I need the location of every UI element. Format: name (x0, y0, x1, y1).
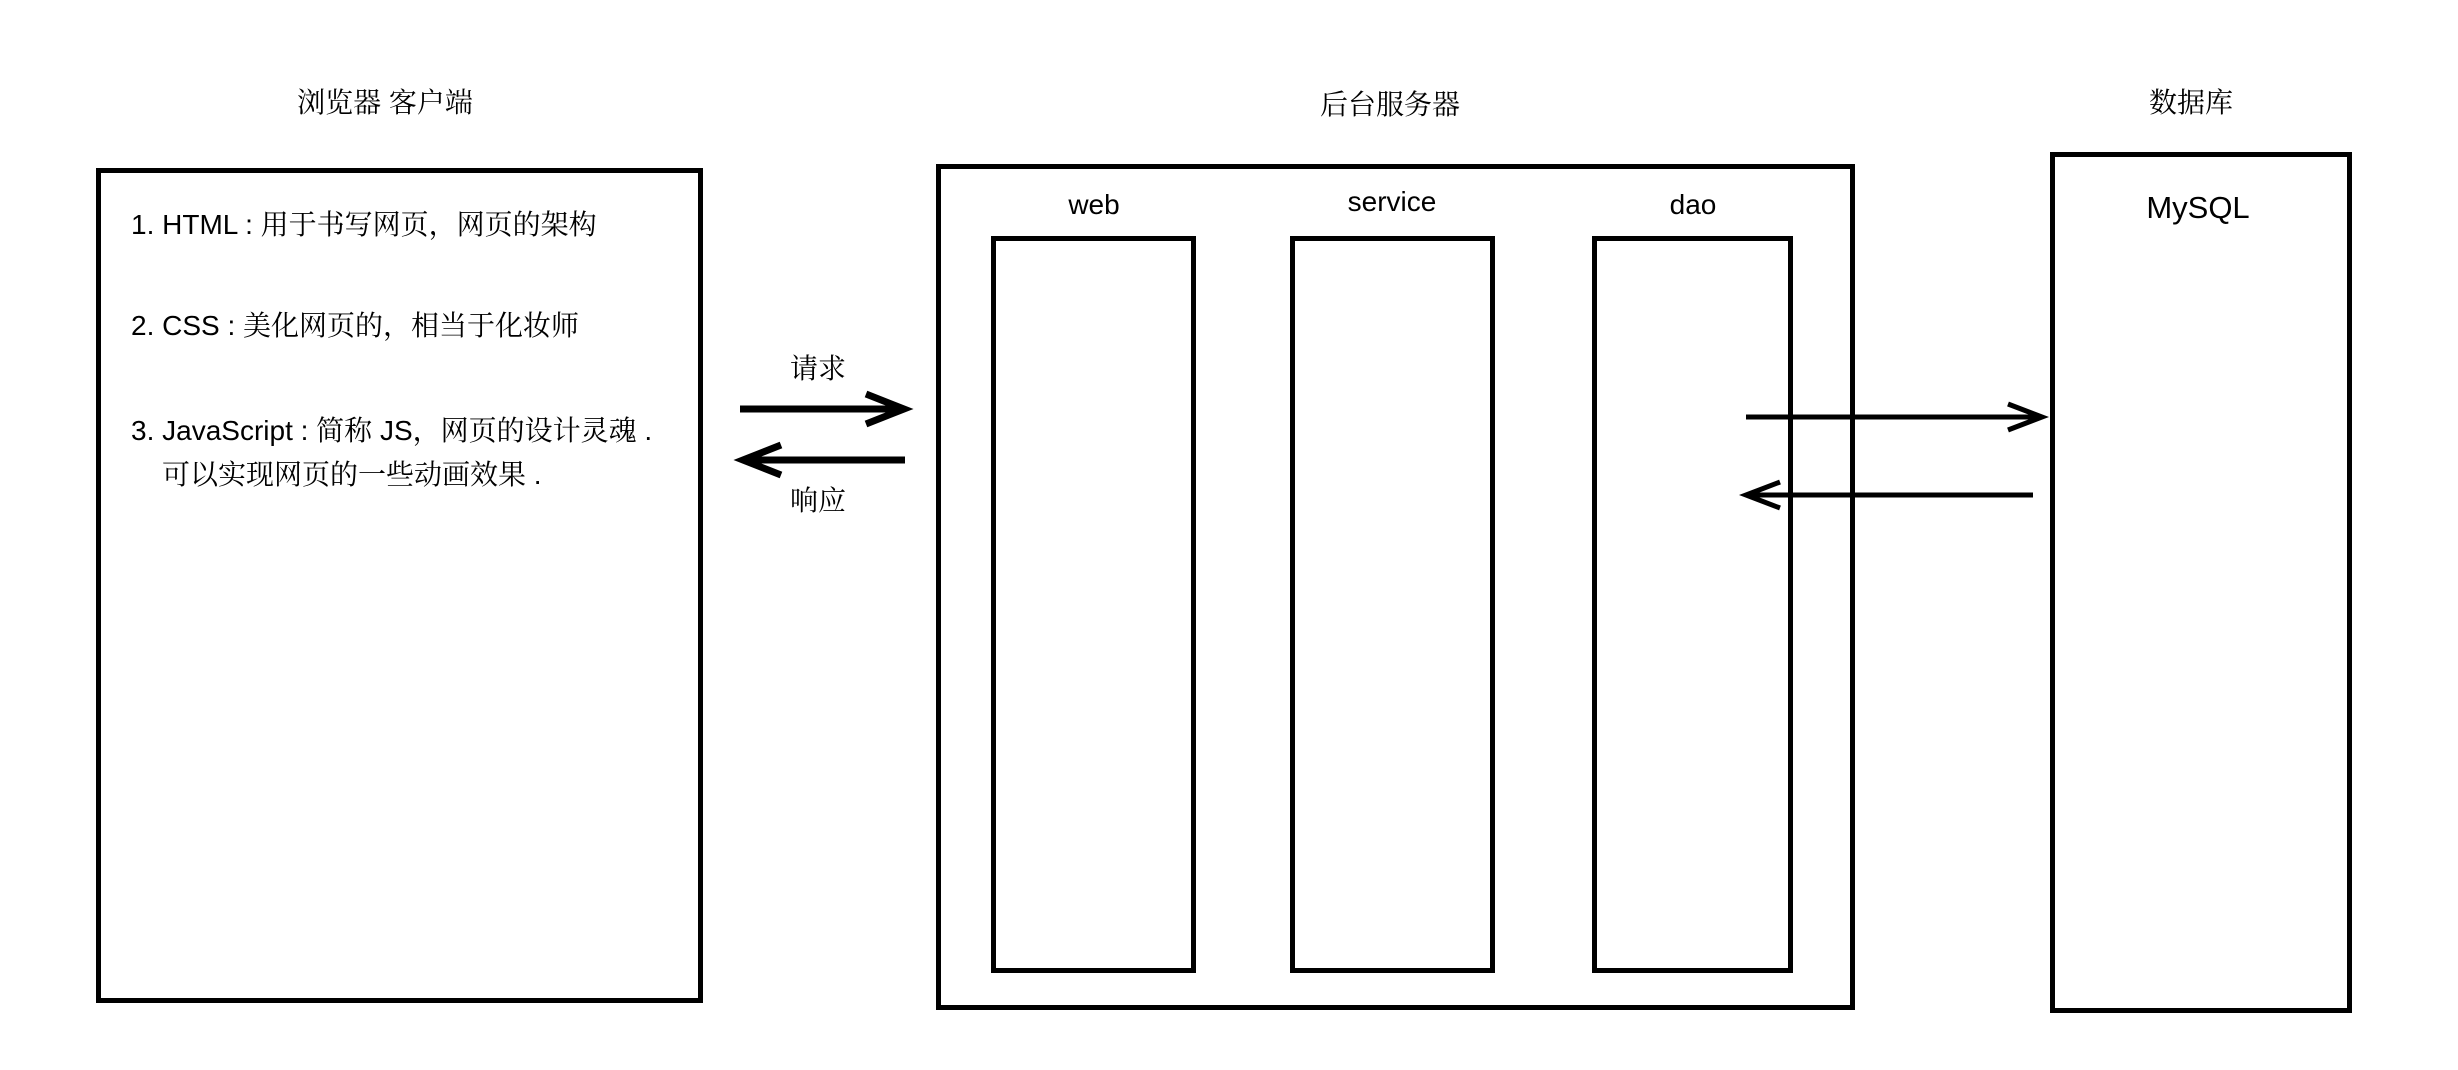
client-title: 浏览器 客户端 (297, 87, 473, 118)
database-title: 数据库 (2148, 87, 2234, 118)
client-item-html: 1. HTML : 用于书写网页，网页的架构 (131, 209, 597, 240)
server-layer-label-dao: dao (1669, 189, 1717, 220)
response-label: 响应 (789, 485, 847, 516)
server-layer-box-dao (1592, 236, 1793, 973)
database-engine-label: MySQL (2146, 190, 2250, 225)
request-label: 请求 (789, 353, 847, 384)
client-item-css: 2. CSS : 美化网页的，相当于化妆师 (131, 310, 580, 341)
server-layer-label-service: service (1347, 186, 1437, 217)
client-item-javascript: 3. JavaScript : 简称 JS，网页的设计灵魂 . (131, 415, 653, 446)
response-arrow (743, 445, 905, 475)
client-item-javascript-cont: 可以实现网页的一些动画效果 . (162, 459, 542, 490)
server-layer-label-web: web (1068, 189, 1120, 220)
database-box (2050, 152, 2352, 1013)
server-layer-box-service (1290, 236, 1495, 973)
client-box (96, 168, 703, 1003)
server-layer-box-web (991, 236, 1196, 973)
request-arrow (740, 394, 904, 424)
server-title: 后台服务器 (1319, 89, 1461, 120)
